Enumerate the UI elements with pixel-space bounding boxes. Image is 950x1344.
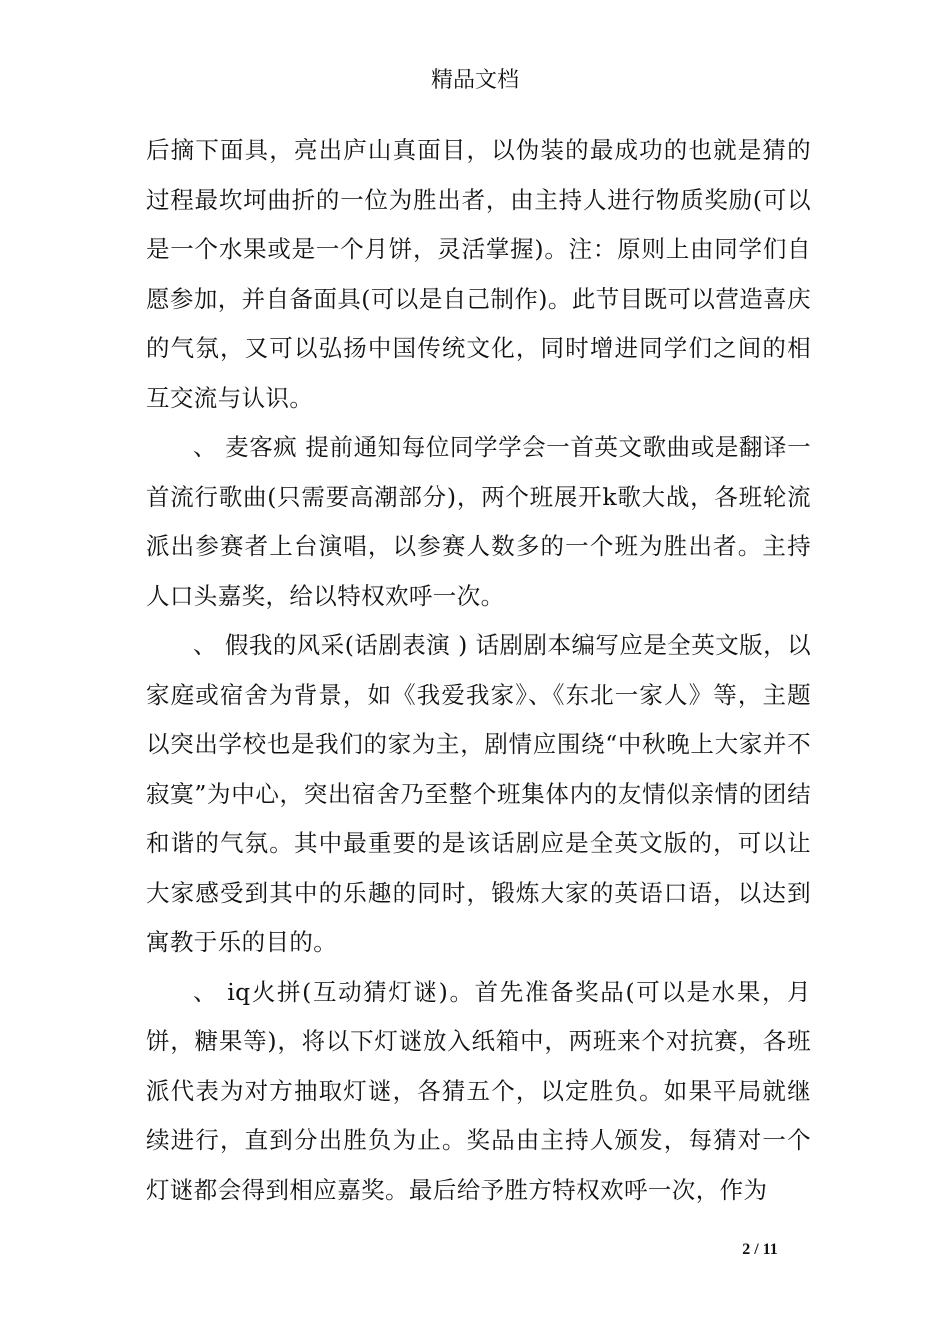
page-header: 精品文档 (430, 68, 519, 93)
paragraph-3: 、 假我的风采(话剧表演 ) 话剧剧本编写应是全英文版，以家庭或宿舍为背景，如《我爱我家》、《东北一家人》等，主题以突出学校也是我们的家为主，剧情应围绕“中秋晚上大家并不寂寞”为中心，突出宿舍乃至整个班集体内的友情似亲情的团结和谐的气氛。其中最重要的是该话剧应是全英文版的，可以让大家感受到其中的乐趣的同时，锻炼大家的英语口语，以达到寓教于乐的目的。 (146, 631, 811, 956)
paragraph-2: 、 麦客疯 提前通知每位同学学会一首英文歌曲或是翻译一首流行歌曲(只需要高潮部分)，两个班展开k歌大战，各班轮流派出参赛者上台演唱，以参赛人数多的一个班为胜出者。主持人口头嘉奖，给以特权欢呼一次。 (146, 433, 811, 610)
page-number: 2 / 11 (742, 1241, 778, 1258)
document-body (146, 126, 811, 1215)
paragraph-1: 后摘下面具，亮出庐山真面目，以伪装的最成功的也就是猜的过程最坎坷曲折的一位为胜出者，由主持人进行物质奖励(可以是一个水果或是一个月饼，灵活掌握)。注：原则上由同学们自愿参加，并自备面具(可以是自己制作)。此节目既可以营造喜庆的气氛，又可以弘扬中国传统文化，同时增进同学们之间的相互交流与认识。 (146, 136, 811, 412)
paragraph-4: 、 iq火拼(互动猜灯谜)。首先准备奖品(可以是水果，月饼，糖果等)，将以下灯谜放入纸箱中，两班来个对抗赛，各班派代表为对方抽取灯谜，各猜五个，以定胜负。如果平局就继续进行，直到分出胜负为止。奖品由主持人颁发，每猜对一个灯谜都会得到相应嘉奖。最后给予胜方特权欢呼一次，作为 (146, 977, 811, 1204)
